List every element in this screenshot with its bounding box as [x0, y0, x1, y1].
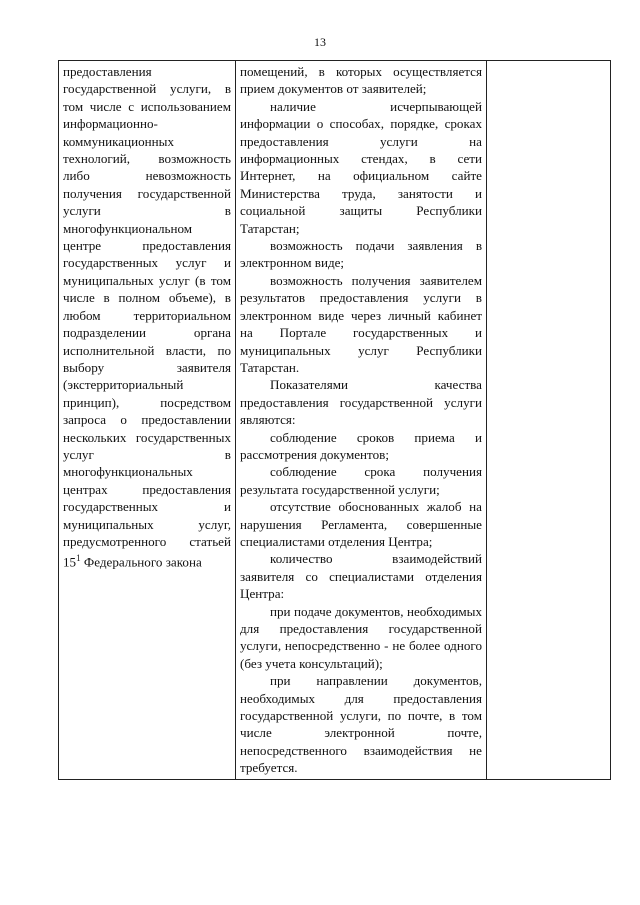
paragraph: соблюдение сроков приема и рассмотрения документов;: [240, 429, 482, 462]
table-cell-col2: [236, 61, 487, 780]
paragraph: соблюдение срока получения результата государственной услуги;: [240, 464, 482, 497]
paragraph: при подаче документов, необходимых для предоставления государственной услуги, непосредственно - не более одного (без учета консультаций);: [240, 603, 482, 671]
col1-main-text: предоставления государственной услуги, в том числе с использованием информационно-коммуникационных технологий, возможность либо невозможность получения государственной услуги в многофункциональном центре предоставления государственных услуг и муниципальных услуг (в том числе в полном объеме), в любом территориальном подразделении органа исполнительной власти, по выбору заявителя (экстерриториальный принцип), посредством запроса о предоставлении нескольких государственных услуг в многофункциональных центрах предоставления государственных и муниципальных услуг, предусмотренного статьей 15: [63, 64, 231, 570]
paragraph: Показателями качества предоставления государственной услуги являются:: [240, 377, 482, 428]
footnote-superscript: 1: [76, 553, 81, 564]
page-number: 13: [314, 35, 326, 49]
paragraph: наличие исчерпывающей информации о способах, порядке, сроках предоставления услуги на информационных стендах, в сети Интернет, на официальном сайте Министерства труда, занятости и социальной защиты Республики Татарстан;: [240, 98, 482, 236]
cell-text: [63, 63, 231, 571]
table-row: [59, 61, 611, 780]
col1-tail-text: Федерального закона: [80, 554, 202, 570]
table-cell-col1: [59, 61, 236, 780]
paragraph: при направлении документов, необходимых для предоставления государственной услуги, по почте, в том числе электронной почте, непосредственного взаимодействия не требуется.: [240, 673, 482, 776]
regulation-table: [58, 60, 611, 780]
table-cell-col3: [487, 61, 611, 780]
paragraph: количество взаимодействий заявителя со специалистами отделения Центра:: [240, 551, 482, 602]
paragraph: возможность получения заявителем результатов предоставления услуги в электронном виде через личный кабинет на Портале государственных и муниципальных услуг Республики Татарстан.: [240, 272, 482, 375]
paragraph: отсутствие обоснованных жалоб на нарушения Регламента, совершенные специалистами отделения Центра;: [240, 499, 482, 549]
col2-continuation: помещений, в которых осуществляется прием документов от заявителей;: [240, 64, 482, 97]
paragraph: возможность подачи заявления в электронном виде;: [240, 238, 482, 271]
